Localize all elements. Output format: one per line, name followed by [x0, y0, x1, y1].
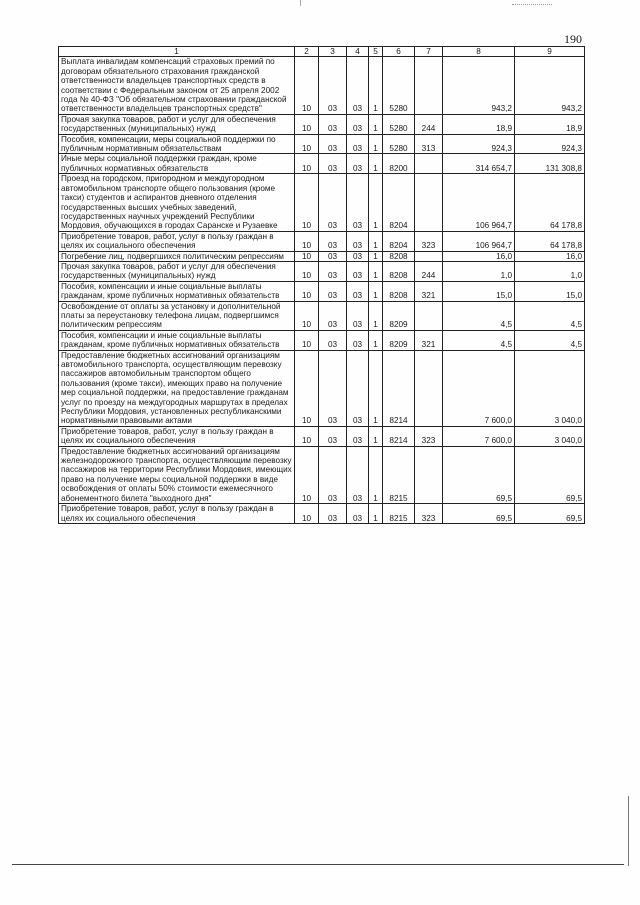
row-value-cell: 15,0 [515, 281, 585, 301]
row-value-cell: 03 [319, 174, 347, 231]
row-value-cell: 10 [295, 114, 319, 134]
row-value-cell: 10 [295, 134, 319, 154]
row-value-cell: 03 [347, 281, 369, 301]
row-value-cell: 8208 [383, 251, 415, 261]
row-value-cell: 1 [369, 426, 383, 446]
row-value-cell: 03 [347, 114, 369, 134]
row-value-cell: 03 [319, 281, 347, 301]
column-header: 8 [443, 47, 515, 57]
table-row [59, 446, 585, 503]
row-value-cell: 03 [347, 174, 369, 231]
row-name-cell: Приобретение товаров, работ, услуг в пользу граждан в целях их социального обеспечения [59, 231, 295, 251]
row-value-cell: 4,5 [443, 301, 515, 330]
row-value-cell: 1 [369, 330, 383, 350]
table-row [59, 350, 585, 426]
row-value-cell: 106 964,7 [443, 231, 515, 251]
row-name-cell: Выплата инвалидам компенсаций страховых премий по договорам обязательного страхования гражданской ответственности владельцев транспортных средств в соответствии с Федеральным законом от 25 апреля 2002 года № 40-ФЗ "Об обязательном страховании гражданской ответственности владельцев транспортных средств" [59, 57, 295, 114]
row-value-cell: 1 [369, 261, 383, 281]
row-value-cell: 03 [347, 261, 369, 281]
row-value-cell: 1 [369, 57, 383, 114]
row-value-cell: 8208 [383, 261, 415, 281]
row-value-cell [415, 350, 443, 426]
row-value-cell: 03 [347, 504, 369, 524]
row-name-cell: Предоставление бюджетных ассигнований организациям автомобильного транспорта, осуществляющим перевозку пассажиров автомобильным транспортом общего пользования (кроме такси), имеющих право на получение мер социальной поддержки, на предоставление гражданам услуг по проезду на междугородных маршрутах в пределах Республики Мордовия, установленных республиканскими нормативными правовыми актами [59, 350, 295, 426]
row-name-cell: Погребение лиц, подвергшихся политическим репрессиям [59, 251, 295, 261]
row-value-cell: 313 [415, 134, 443, 154]
scan-right-edge [628, 796, 629, 866]
row-value-cell: 924,3 [515, 134, 585, 154]
row-value-cell: 323 [415, 426, 443, 446]
column-header: 5 [369, 47, 383, 57]
row-value-cell: 8204 [383, 231, 415, 251]
row-value-cell: 10 [295, 446, 319, 503]
row-value-cell: 244 [415, 261, 443, 281]
column-header: 6 [383, 47, 415, 57]
row-value-cell: 8209 [383, 330, 415, 350]
row-value-cell: 03 [347, 231, 369, 251]
row-value-cell: 10 [295, 426, 319, 446]
row-value-cell: 323 [415, 504, 443, 524]
table-row [59, 134, 585, 154]
row-value-cell: 03 [347, 330, 369, 350]
row-value-cell: 03 [319, 426, 347, 446]
row-name-cell: Предоставление бюджетных ассигнований организациям железнодорожного транспорта, осуществляющим перевозку пассажиров на территории Республики Мордовия, имеющих право на получение меры социальной поддержки в виде освобождения от оплаты 50% стоимости ежемесячного абонементного билета "выходного дня" [59, 446, 295, 503]
row-name-cell: Проезд на городском, пригородном и междугородном автомобильном транспорте общего пользования (кроме такси) студентов и аспирантов дневного отделения государственных высших учебных заведений, государственных научных учреждений Республики Мордовия, обучающихся в городах Саранске и Рузаевке [59, 174, 295, 231]
row-value-cell: 03 [347, 57, 369, 114]
row-value-cell: 10 [295, 174, 319, 231]
row-value-cell [415, 251, 443, 261]
table-row [59, 426, 585, 446]
row-value-cell: 3 040,0 [515, 350, 585, 426]
row-value-cell: 03 [319, 504, 347, 524]
row-value-cell: 8214 [383, 350, 415, 426]
row-value-cell: 1 [369, 446, 383, 503]
table-row [59, 301, 585, 330]
page-number: 190 [564, 32, 582, 46]
row-name-cell: Приобретение товаров, работ, услуг в пользу граждан в целях их социального обеспечения [59, 504, 295, 524]
row-value-cell: 4,5 [515, 330, 585, 350]
row-value-cell: 3 040,0 [515, 426, 585, 446]
row-value-cell: 69,5 [515, 446, 585, 503]
row-name-cell: Освобождение от оплаты за установку и дополнительной платы за переустановку телефона лицам, подвергшимся политическим репрессиям [59, 301, 295, 330]
row-value-cell: 10 [295, 301, 319, 330]
row-value-cell: 10 [295, 231, 319, 251]
row-value-cell: 03 [319, 57, 347, 114]
row-value-cell: 10 [295, 57, 319, 114]
column-header: 4 [347, 47, 369, 57]
scan-top-mark [512, 4, 552, 5]
row-value-cell: 1 [369, 114, 383, 134]
row-value-cell: 8200 [383, 154, 415, 174]
row-value-cell: 03 [347, 426, 369, 446]
row-name-cell: Прочая закупка товаров, работ и услуг для обеспечения государственных (муниципальных) нужд [59, 261, 295, 281]
row-value-cell: 10 [295, 350, 319, 426]
row-value-cell: 1 [369, 154, 383, 174]
row-value-cell: 1 [369, 174, 383, 231]
column-header: 3 [319, 47, 347, 57]
row-value-cell: 10 [295, 281, 319, 301]
row-value-cell: 1 [369, 350, 383, 426]
row-value-cell: 8208 [383, 281, 415, 301]
row-value-cell: 131 308,8 [515, 154, 585, 174]
table-row [59, 154, 585, 174]
row-value-cell: 03 [319, 114, 347, 134]
row-value-cell: 03 [347, 251, 369, 261]
table-row [59, 174, 585, 231]
row-value-cell [415, 174, 443, 231]
row-value-cell: 10 [295, 154, 319, 174]
row-value-cell: 1 [369, 134, 383, 154]
table-row [59, 281, 585, 301]
row-value-cell: 8209 [383, 301, 415, 330]
row-value-cell: 03 [347, 154, 369, 174]
row-value-cell: 1,0 [443, 261, 515, 281]
row-value-cell: 1 [369, 301, 383, 330]
row-value-cell: 10 [295, 504, 319, 524]
row-value-cell: 16,0 [443, 251, 515, 261]
row-value-cell: 943,2 [515, 57, 585, 114]
row-value-cell: 10 [295, 261, 319, 281]
row-value-cell: 323 [415, 231, 443, 251]
row-value-cell: 15,0 [443, 281, 515, 301]
row-value-cell: 943,2 [443, 57, 515, 114]
row-value-cell: 03 [319, 261, 347, 281]
row-name-cell: Пособия, компенсации, меры социальной поддержки по публичным нормативным обязательствам [59, 134, 295, 154]
scan-edge-mark [300, 0, 301, 6]
table-row [59, 114, 585, 134]
row-value-cell: 1 [369, 281, 383, 301]
row-value-cell: 03 [319, 330, 347, 350]
row-value-cell: 1 [369, 504, 383, 524]
column-header: 2 [295, 47, 319, 57]
row-value-cell: 69,5 [443, 446, 515, 503]
row-value-cell: 106 964,7 [443, 174, 515, 231]
column-header: 9 [515, 47, 585, 57]
row-value-cell: 924,3 [443, 134, 515, 154]
row-value-cell: 03 [319, 134, 347, 154]
table-row [59, 261, 585, 281]
row-value-cell: 18,9 [515, 114, 585, 134]
row-name-cell: Приобретение товаров, работ, услуг в пользу граждан в целях их социального обеспечения [59, 426, 295, 446]
row-value-cell: 5280 [383, 134, 415, 154]
row-value-cell [415, 154, 443, 174]
row-value-cell: 03 [319, 154, 347, 174]
row-value-cell: 03 [319, 251, 347, 261]
row-name-cell: Прочая закупка товаров, работ и услуг для обеспечения государственных (муниципальных) нужд [59, 114, 295, 134]
row-value-cell: 03 [347, 301, 369, 330]
row-value-cell: 10 [295, 251, 319, 261]
row-value-cell: 244 [415, 114, 443, 134]
row-value-cell: 5280 [383, 114, 415, 134]
table-row [59, 330, 585, 350]
row-value-cell [415, 301, 443, 330]
row-value-cell: 321 [415, 330, 443, 350]
row-name-cell: Иные меры социальной поддержки граждан, кроме публичных нормативных обязательств [59, 154, 295, 174]
row-value-cell: 321 [415, 281, 443, 301]
row-value-cell: 8215 [383, 504, 415, 524]
row-value-cell [415, 57, 443, 114]
row-value-cell: 69,5 [443, 504, 515, 524]
budget-table [58, 46, 585, 524]
row-value-cell: 4,5 [443, 330, 515, 350]
row-value-cell: 8204 [383, 174, 415, 231]
scan-bottom-rule [12, 864, 624, 865]
row-value-cell: 314 654,7 [443, 154, 515, 174]
row-value-cell: 8215 [383, 446, 415, 503]
row-name-cell: Пособия, компенсации и иные социальные выплаты гражданам, кроме публичных нормативных обязательств [59, 330, 295, 350]
row-value-cell: 7 600,0 [443, 350, 515, 426]
row-name-cell: Пособия, компенсации и иные социальные выплаты гражданам, кроме публичных нормативных обязательств [59, 281, 295, 301]
row-value-cell: 03 [319, 301, 347, 330]
row-value-cell: 03 [347, 350, 369, 426]
row-value-cell: 1,0 [515, 261, 585, 281]
row-value-cell: 7 600,0 [443, 426, 515, 446]
table-row [59, 231, 585, 251]
row-value-cell: 03 [347, 134, 369, 154]
row-value-cell: 69,5 [515, 504, 585, 524]
column-header: 1 [59, 47, 295, 57]
row-value-cell: 18,9 [443, 114, 515, 134]
row-value-cell: 64 178,8 [515, 174, 585, 231]
row-value-cell: 64 178,8 [515, 231, 585, 251]
row-value-cell: 8214 [383, 426, 415, 446]
row-value-cell: 03 [319, 350, 347, 426]
table-header-row [59, 47, 585, 57]
table-row [59, 504, 585, 524]
row-value-cell [415, 446, 443, 503]
row-value-cell: 4,5 [515, 301, 585, 330]
row-value-cell: 10 [295, 330, 319, 350]
row-value-cell: 5280 [383, 57, 415, 114]
column-header: 7 [415, 47, 443, 57]
table-row [59, 57, 585, 114]
row-value-cell: 1 [369, 231, 383, 251]
row-value-cell: 1 [369, 251, 383, 261]
row-value-cell: 03 [319, 446, 347, 503]
row-value-cell: 03 [347, 446, 369, 503]
row-value-cell: 16,0 [515, 251, 585, 261]
table-row [59, 251, 585, 261]
row-value-cell: 03 [319, 231, 347, 251]
